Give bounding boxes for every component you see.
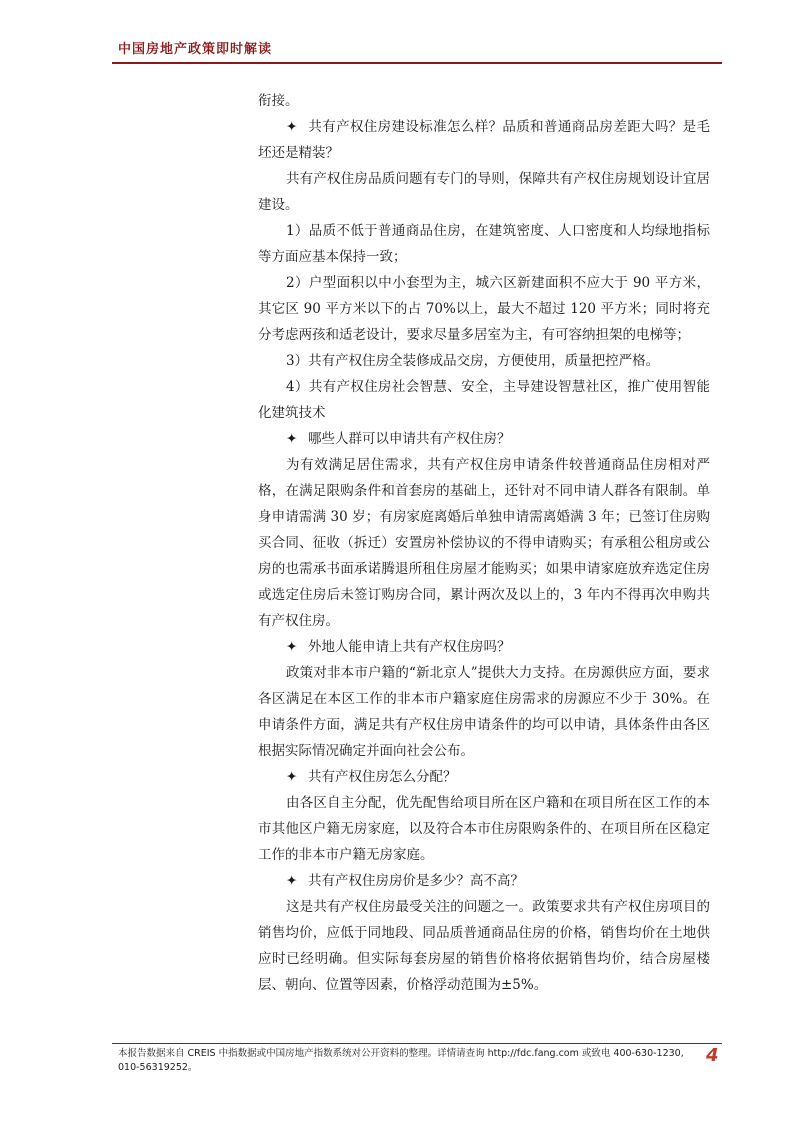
bullet-star-icon: ✦	[286, 119, 298, 135]
body-paragraph: 4）共有产权住房社会智慧、安全，主导建设智慧社区，推广使用智能化建筑技术	[258, 379, 710, 421]
bullet-star-icon: ✦	[286, 873, 298, 889]
question-text: 外地人能申请上共有产权住房吗？	[308, 639, 511, 655]
body-paragraph: 衔接。	[258, 93, 299, 109]
bullet-star-icon: ✦	[286, 769, 298, 785]
question-text: 共有产权住房怎么分配？	[308, 769, 457, 785]
question-text: 哪些人群可以申请共有产权住房？	[308, 431, 511, 447]
question-heading	[258, 114, 710, 166]
header-divider	[112, 62, 722, 64]
question-heading	[258, 764, 710, 790]
body-paragraph: 1）品质不低于普通商品住房，在建筑密度、人口密度和人均绿地指标等方面应基本保持一致；	[258, 223, 710, 265]
document-header-title: 中国房地产政策即时解读	[118, 42, 273, 57]
question-heading	[258, 426, 710, 452]
document-body	[258, 88, 710, 998]
body-paragraph: 2）户型面积以中小套型为主，城六区新建面积不应大于 90 平方米，其它区 90 平方米以下的占 70%以上，最大不超过 120 平方米；同时将充分考虑两孩和适老设计，要求尽量多居室为主，有可容纳担架的电梯等；	[258, 275, 710, 343]
question-text: 共有产权住房建设标准怎么样？品质和普通商品房差距大吗？是毛坯还是精装？	[258, 119, 710, 161]
body-paragraph: 这是共有产权住房最受关注的问题之一。政策要求共有产权住房项目的销售均价，应低于同地段、同品质普通商品住房的价格，销售均价在土地供应时已经明确。但实际每套房屋的销售价格将依据销售均价，结合房屋楼层、朝向、位置等因素，价格浮动范围为±5%。	[258, 899, 710, 993]
footer-note: 本报告数据来自 CREIS 中指数据或中国房地产指数系统对公开资料的整理。详情请查询 http://fdc.fang.com 或致电 400-630-1230, 010-56319252。	[118, 1048, 684, 1073]
bullet-star-icon: ✦	[286, 639, 298, 655]
bullet-star-icon: ✦	[286, 431, 298, 447]
question-text: 共有产权住房房价是多少？高不高？	[308, 873, 524, 889]
body-paragraph: 3）共有产权住房全装修成品交房，方便使用，质量把控严格。	[286, 353, 660, 369]
question-heading	[258, 634, 710, 660]
body-paragraph: 为有效满足居住需求，共有产权住房申请条件较普通商品住房相对严格，在满足限购条件和首套房的基础上，还针对不同申请人群各有限制。单身申请需满 30 岁；有房家庭离婚后单独申请需离婚满 3 年；已签订住房购买合同、征收（拆迁）安置房补偿协议的不得申请购买；有承租公租房或公房的也需承书面承诺腾退所租住房屋才能购买；如果申请家庭放弃选定住房或选定住房后未签订购房合同，累计两次及以上的，3 年内不得再次申购共有产权住房。	[258, 457, 710, 629]
page-number: 4	[706, 1045, 719, 1066]
body-paragraph: 政策对非本市户籍的“新北京人”提供大力支持。在房源供应方面，要求各区满足在本区工作的非本市户籍家庭住房需求的房源应不少于 30%。在申请条件方面，满足共有产权住房申请条件的均可以申请，具体条件由各区根据实际情况确定并面向社会公布。	[258, 665, 710, 759]
question-heading	[258, 868, 710, 894]
body-paragraph: 共有产权住房品质问题有专门的导则，保障共有产权住房规划设计宜居建设。	[258, 171, 710, 213]
footer-divider	[112, 1043, 722, 1044]
body-paragraph: 由各区自主分配，优先配售给项目所在区户籍和在项目所在区工作的本市其他区户籍无房家庭，以及符合本市住房限购条件的、在项目所在区稳定工作的非本市户籍无房家庭。	[258, 795, 710, 863]
